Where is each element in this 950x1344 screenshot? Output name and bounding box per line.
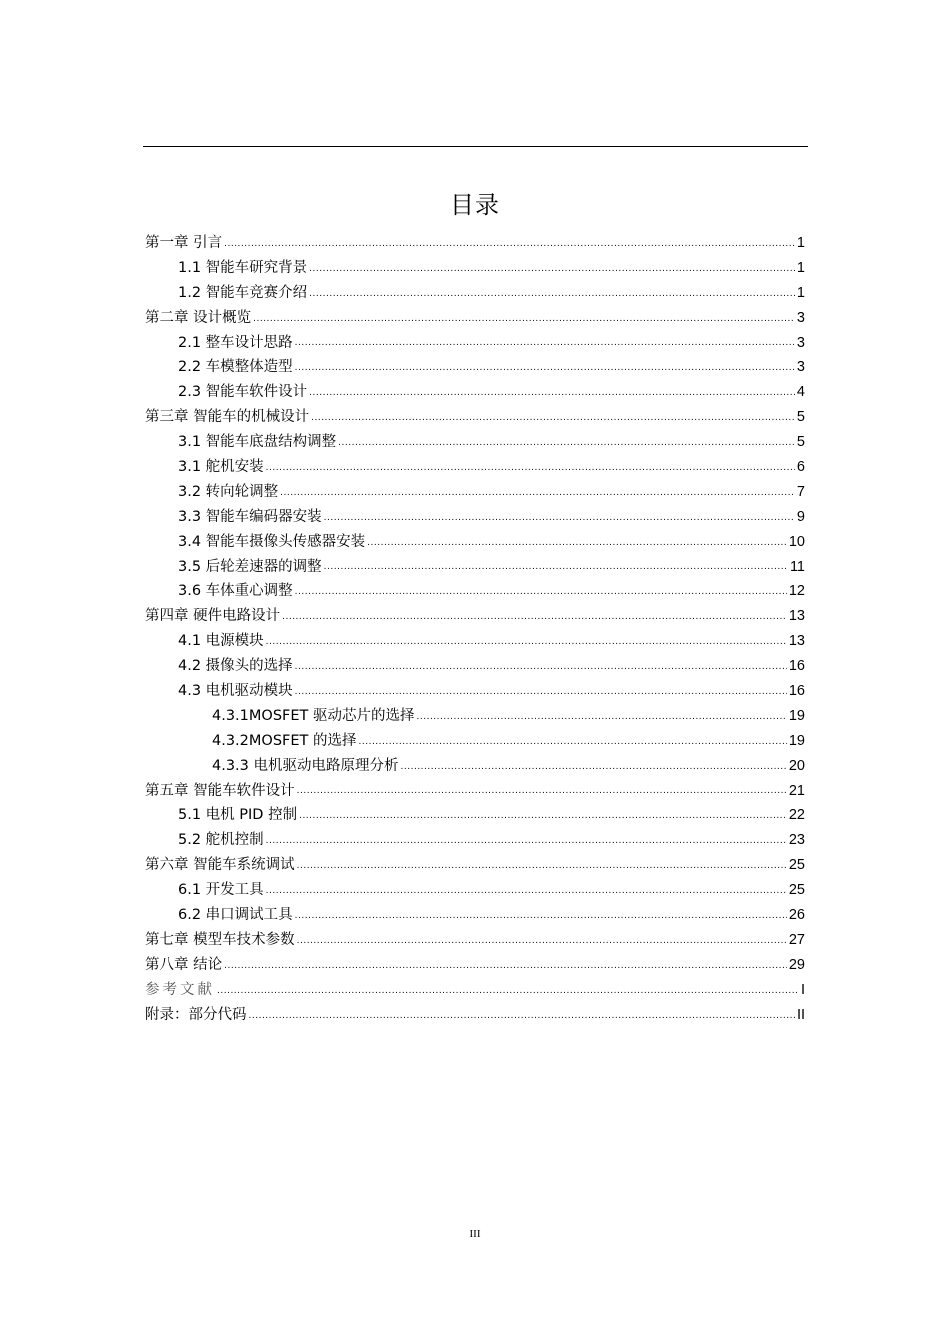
toc-entry[interactable] [145, 604, 805, 629]
toc-leader-dots [295, 584, 787, 601]
toc-entry-label: 3.1 智能车底盘结构调整 [178, 434, 337, 451]
toc-leader-dots [266, 883, 787, 900]
toc-entry-label: 3.1 舵机安装 [178, 459, 264, 475]
toc-entry-label: 4.3 电机驱动模块 [178, 683, 293, 700]
toc-entry-page: 10 [788, 533, 805, 550]
toc-leader-dots [253, 311, 795, 328]
toc-entry-page: 11 [789, 558, 805, 575]
toc-entry-label: 2.3 智能车软件设计 [178, 384, 308, 401]
toc-leader-dots [224, 958, 787, 975]
toc-leader-dots [401, 759, 787, 776]
toc-entry[interactable] [145, 654, 805, 679]
toc-leader-dots [224, 236, 795, 253]
toc-entry[interactable] [145, 555, 805, 580]
toc-entry-label: 3.2 转向轮调整 [178, 483, 279, 500]
toc-leader-dots [295, 684, 787, 701]
toc-entry-label: 第三章 智能车的机械设计 [145, 409, 310, 426]
toc-entry-page: 20 [788, 757, 805, 774]
toc-entry[interactable] [145, 480, 805, 505]
header-rule [143, 146, 808, 147]
toc-entry[interactable] [145, 928, 805, 953]
toc-entry[interactable] [145, 704, 805, 729]
toc-entry-label: 第八章 结论 [145, 956, 223, 973]
toc-entry-label: 附录：部分代码 [145, 1006, 247, 1023]
toc-entry-label: 6.2 串口调试工具 [178, 907, 293, 924]
toc-leader-dots [282, 609, 787, 626]
toc-entry-page: 6 [796, 459, 805, 475]
toc-leader-dots [309, 261, 795, 278]
toc-entry-label: 第五章 智能车软件设计 [145, 782, 295, 799]
toc-entry-page: 16 [788, 683, 805, 700]
toc-leader-dots [359, 734, 787, 751]
toc-entry[interactable] [145, 281, 805, 306]
toc-entry[interactable] [145, 828, 805, 853]
toc-entry[interactable] [145, 231, 805, 256]
toc-entry-label: 第四章 硬件电路设计 [145, 608, 281, 625]
toc-entry[interactable] [145, 430, 805, 455]
page-number: III [469, 1228, 481, 1240]
toc-entry[interactable] [145, 803, 805, 828]
toc-leader-dots [324, 559, 788, 576]
toc-entry-page: 3 [796, 309, 805, 326]
toc-entry-page: 21 [788, 782, 805, 799]
toc-entry-page: 29 [788, 956, 805, 973]
toc-leader-dots [417, 709, 787, 726]
toc-leader-dots [280, 485, 795, 502]
toc-entry-page: II [796, 1006, 805, 1023]
toc-entry[interactable] [145, 978, 805, 1003]
toc-entry-label: 5.2 舵机控制 [178, 832, 264, 849]
toc-entry-page: 25 [788, 882, 805, 899]
toc-entry-page: 27 [788, 931, 805, 948]
table-of-contents [145, 231, 805, 1028]
toc-entry[interactable] [145, 256, 805, 281]
toc-entry-page: 9 [796, 508, 805, 525]
toc-leader-dots [217, 983, 799, 1000]
toc-entry-label: 2.2 车模整体造型 [178, 359, 293, 376]
toc-entry-page: 1 [796, 234, 805, 251]
toc-leader-dots [295, 659, 787, 676]
toc-leader-dots [309, 385, 795, 402]
toc-leader-dots [249, 1008, 795, 1025]
toc-leader-dots [266, 634, 787, 651]
toc-leader-dots [309, 286, 795, 303]
toc-leader-dots [338, 435, 795, 452]
toc-entry-label: 1.1 智能车研究背景 [178, 259, 308, 276]
toc-entry[interactable] [145, 1003, 805, 1028]
toc-entry-page: 23 [788, 832, 805, 849]
toc-entry[interactable] [145, 853, 805, 878]
toc-entry-page: 1 [796, 259, 805, 276]
toc-entry-label: 3.3 智能车编码器安装 [178, 508, 322, 525]
toc-entry-label: 第六章 智能车系统调试 [145, 857, 295, 874]
toc-entry-page: 26 [788, 907, 805, 924]
toc-entry-label: 4.3.2MOSFET 的选择 [212, 732, 357, 749]
toc-entry[interactable] [145, 355, 805, 380]
toc-leader-dots [324, 510, 795, 527]
toc-entry[interactable] [145, 579, 805, 604]
toc-entry[interactable] [145, 331, 805, 356]
toc-entry-label: 3.6 车体重心调整 [178, 583, 293, 600]
toc-entry-label: 第一章 引言 [145, 234, 223, 251]
toc-entry-page: 5 [796, 434, 805, 451]
toc-entry-label: 4.2 摄像头的选择 [178, 658, 293, 675]
toc-entry-label: 第二章 设计概览 [145, 309, 252, 326]
toc-leader-dots [297, 858, 787, 875]
toc-entry-label: 4.1 电源模块 [178, 633, 264, 650]
toc-entry[interactable] [145, 405, 805, 430]
toc-entry-label: 5.1 电机 PID 控制 [178, 807, 298, 824]
toc-entry-page: 7 [796, 483, 805, 500]
page-title: 目录 [450, 191, 500, 219]
toc-entry-page: 1 [796, 284, 805, 301]
toc-entry-page: 3 [796, 359, 805, 376]
toc-entry-page: 3 [796, 334, 805, 351]
toc-entry-label: 4.3.1MOSFET 驱动芯片的选择 [212, 707, 415, 724]
toc-entry-label: 第七章 模型车技术参数 [145, 931, 295, 948]
toc-entry-page: 19 [788, 707, 805, 724]
toc-entry[interactable] [145, 306, 805, 331]
toc-entry-label: 3.4 智能车摄像头传感器安装 [178, 533, 366, 550]
toc-entry-page: 12 [788, 583, 805, 600]
toc-entry-page: 22 [788, 807, 805, 824]
toc-entry-label: 3.5 后轮差速器的调整 [178, 558, 322, 575]
toc-entry[interactable] [145, 754, 805, 779]
toc-entry-page: 25 [788, 857, 805, 874]
toc-entry[interactable] [145, 779, 805, 804]
toc-leader-dots [295, 360, 795, 377]
toc-leader-dots [297, 783, 787, 800]
toc-entry-label: 1.2 智能车竞赛介绍 [178, 284, 308, 301]
toc-entry[interactable] [145, 530, 805, 555]
toc-entry-label: 参考文献 [145, 981, 215, 998]
toc-leader-dots [367, 535, 787, 552]
toc-entry[interactable] [145, 455, 805, 480]
toc-entry-page: 19 [788, 732, 805, 749]
toc-entry[interactable] [145, 729, 805, 754]
toc-leader-dots [295, 908, 787, 925]
toc-entry-page: 13 [788, 633, 805, 650]
toc-leader-dots [299, 808, 787, 825]
toc-leader-dots [311, 410, 795, 427]
toc-entry[interactable] [145, 505, 805, 530]
toc-entry[interactable] [145, 953, 805, 978]
toc-entry[interactable] [145, 380, 805, 405]
toc-entry-page: 16 [788, 658, 805, 675]
toc-leader-dots [297, 933, 787, 950]
toc-entry-label: 4.3.3 电机驱动电路原理分析 [212, 757, 399, 774]
toc-leader-dots [295, 335, 795, 352]
toc-entry-page: 13 [788, 608, 805, 625]
toc-entry-label: 6.1 开发工具 [178, 882, 264, 899]
toc-entry-label: 2.1 整车设计思路 [178, 334, 293, 351]
toc-entry-page: 4 [796, 384, 805, 401]
toc-entry-page: 5 [796, 409, 805, 426]
toc-leader-dots [266, 833, 787, 850]
toc-entry-page: I [800, 981, 805, 998]
toc-entry[interactable] [145, 679, 805, 704]
toc-leader-dots [266, 460, 795, 477]
toc-entry[interactable] [145, 903, 805, 928]
toc-entry[interactable] [145, 629, 805, 654]
toc-entry[interactable] [145, 878, 805, 903]
